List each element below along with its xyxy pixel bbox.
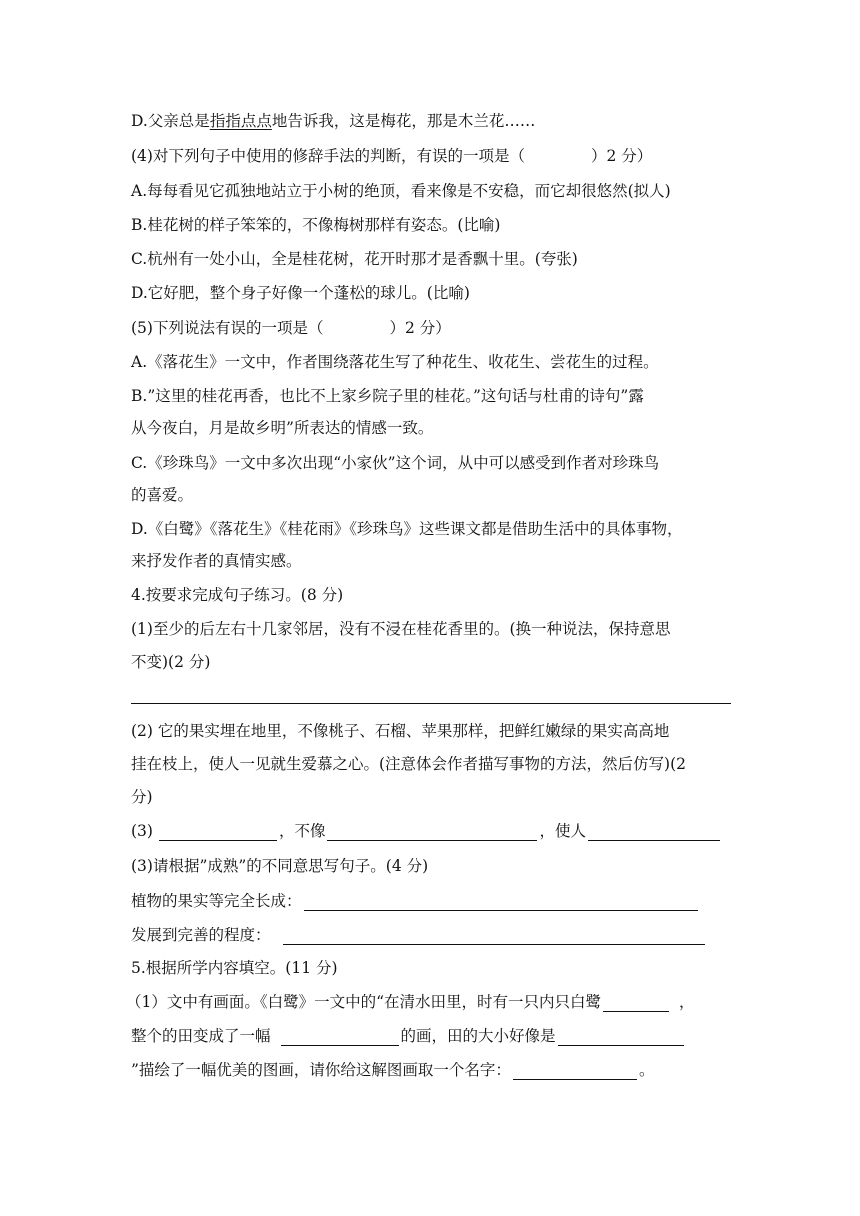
meaning-1-label: 植物的果实等完全长成： [131,892,302,910]
s4-imitation-row [131,821,731,841]
s5-q1-text: （1）文中有画面。《白鹭》一文中的“在清水田里，时有一只内只白鹭 [126,993,602,1011]
s4-q3-stem: (3)请根据”成熟”的不同意思写句子。(4 分) [131,857,429,875]
meaning-2-blank[interactable] [283,928,705,945]
q5-option-d-line2: 来抒发作者的真情实感。 [131,552,302,570]
imitation-blank-1[interactable] [159,824,277,841]
underlined-phrase: 指指点点 [209,112,272,130]
s4-q1-line2: 不变)(2 分) [131,653,211,671]
s4-q2-line2: 挂在枝上，使人一见就生爱慕之心。(注意体会作者描写事物的方法，然后仿写)(2 [131,755,687,773]
q4-option-b: B.桂花树的样子笨笨的，不像梅树那样有姿态。(比喻) [131,216,501,234]
q4-option-c: C.杭州有一处小山，全是桂花树，花开时那才是香飘十里。(夸张) [131,250,578,268]
q5-option-d-line1: D.《白鹭》《落花生》《桂花雨》《珍珠鸟》这些课文都是借助生活中的具体事物， [131,520,683,538]
option-d-text: D.父亲总是 [131,112,210,130]
s5-blank-1[interactable] [603,995,669,1012]
s4-q2-line1: (2) 它的果实埋在地里，不像桃子、石榴、苹果那样，把鲜红嫩绿的果实高高地 [131,722,670,740]
meaning-1-blank[interactable] [304,894,698,911]
q5-option-b-line2: 从今夜白，月是故乡明”所表达的情感一致。 [131,419,434,437]
question3-option-d [131,111,731,131]
question5-stem [131,318,731,338]
s5-blank-2[interactable] [281,1029,399,1046]
s4-q1-answer-line[interactable] [131,703,731,704]
imitation-number: (3) [131,822,153,840]
q5-stem-score: ）2 分） [389,319,451,337]
imitation-connector-2: ，使人 [539,822,586,840]
section5-title: 5.根据所学内容填空。(11 分) [131,959,338,977]
s5-q1-text-3: 的画，田的大小好像是 [400,1027,556,1045]
q5-option-a: A.《落花生》一文中，作者围绕落花生写了种花生、收花生、尝花生的过程。 [131,353,659,371]
s5-q1-text-4: ”描绘了一幅优美的图画，请你给这解图画取一个名字： [131,1061,511,1079]
s5-comma: ， [679,993,695,1011]
question4-stem [131,146,731,166]
s4-q1-line1: (1)至少的后左右十几家邻居，没有不浸在桂花香里的。(换一种说法，保持意思 [131,620,671,638]
option-d-text-end: 地告诉我，这是梅花，那是木兰花…… [271,112,536,130]
q4-option-d: D.它好肥，整个身子好像一个蓬松的球儿。(比喻) [131,284,470,302]
q5-option-c-line2: 的喜爱。 [131,486,194,504]
s5-period: 。 [638,1061,655,1079]
s5-q1-line3 [131,1060,731,1080]
s5-q1-text-2: 整个的田变成了一幅 [131,1027,271,1045]
imitation-blank-2[interactable] [327,824,537,841]
q5-option-c-line1: C.《珍珠鸟》一文中多次出现“小家伙”这个词，从中可以感受到作者对珍珠鸟 [131,454,660,472]
q5-stem-text: (5)下列说法有误的一项是（ [131,319,324,337]
q4-stem-score: ）2 分） [590,147,653,165]
q4-option-a: A.每每看见它孤独地站立于小树的绝顶，看来像是不安稳，而它却很悠然(拟人) [131,182,671,200]
s4-meaning-1-row [131,891,731,911]
s5-blank-4[interactable] [513,1063,637,1080]
q5-option-b-line1: B.”这里的桂花再香，也比不上家乡院子里的桂花。”这句话与杜甫的诗句”露 [131,387,644,405]
section4-title: 4.按要求完成句子练习。(8 分) [131,586,344,604]
meaning-2-label: 发展到完善的程度： [131,926,271,944]
s4-meaning-2-row [131,925,731,945]
imitation-connector-1: ，不像 [278,822,326,840]
imitation-blank-3[interactable] [588,824,720,841]
s5-q1-line1 [126,992,726,1012]
q4-stem-text: (4)对下列句子中使用的修辞手法的判断，有误的一项是（ [131,147,525,165]
s5-q1-line2 [131,1026,731,1046]
s5-blank-3[interactable] [558,1029,684,1046]
s4-q2-line3: 分) [131,788,153,806]
